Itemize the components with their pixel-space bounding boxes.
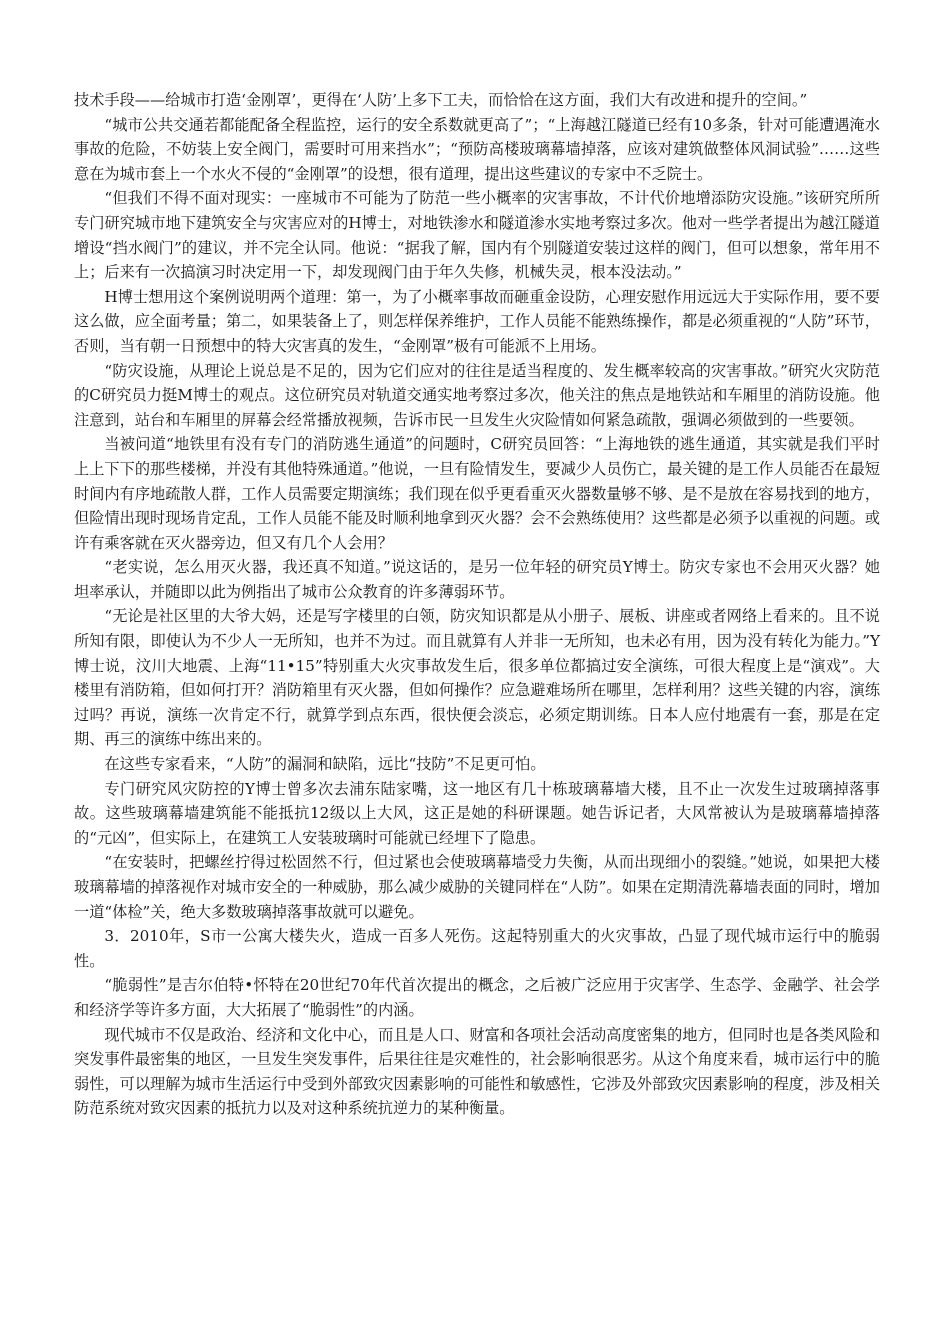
paragraph-4: H博士想用这个案例说明两个道理：第一，为了小概率事故而砸重金设防，心理安慰作用远远大于实际作用，要不要这么做，应全面考量；第二，如果装备上了，则怎样保养维护，工作人员能不能熟练操作，都是必须重视的“人防”环节，否则，当有朝一日预想中的特大灾害真的发生，“金刚罩”极有可能派不上用场。	[74, 287, 880, 355]
paragraph-8: “无论是社区里的大爷大妈，还是写字楼里的白领，防灾知识都是从小册子、展板、讲座或者网络上看来的。且不说所知有限，即使认为不少人一无所知，也并不为过。而且就算有人并非一无所知，也未必有用，因为没有转化为能力。”Y博士说，汶川大地震、上海“11•15”特别重大火灾事故发生后，很多单位都搞过安全演练，可很大程度上是“演戏”。大楼里有消防箱，但如何打开？消防箱里有灭火器，但如何操作？应急避难场所在哪里，怎样利用？这些关键的内容，演练过吗？再说，演练一次肯定不行，就算学到点东西，很快便会淡忘，必须定期训练。日本人应付地震有一套，那是在定期、再三的演练中练出来的。	[74, 607, 880, 749]
paragraph-6: 当被问道“地铁里有没有专门的消防逃生通道”的问题时，C研究员回答：“上海地铁的逃生通道，其实就是我们平时上上下下的那些楼梯，并没有其他特殊通道。”他说，一旦有险情发生，要减少人员伤亡，最关键的是工作人员能否在最短时间内有序地疏散人群，工作人员需要定期演练；我们现在似乎更看重灭火器数量够不够、是不是放在容易找到的地方，但险情出现时现场肯定乱，工作人员能不能及时顺利地拿到灭火器？会不会熟练使用？这些都是必须予以重视的问题。或许有乘客就在灭火器旁边，但又有几个人会用？	[74, 435, 880, 552]
paragraph-3: “但我们不得不面对现实：一座城市不可能为了防范一些小概率的灾害事故，不计代价地增添防灾设施。”该研究所所专门研究城市地下建筑安全与灾害应对的H博士，对地铁渗水和隧道渗水实地考察过多次。他对一些学者提出为越江隧道增设“挡水阀门”的建议，并不完全认同。他说：“据我了解，国内有个别隧道安装过这样的阀门，但可以想象，常年用不上；后来有一次搞演习时决定用一下，却发现阀门由于年久失修，机械失灵，根本没法动。”	[74, 189, 880, 282]
paragraph-10: 专门研究风灾防控的Y博士曾多次去浦东陆家嘴，这一地区有几十栋玻璃幕墙大楼，且不止一次发生过玻璃掉落事故。这些玻璃幕墙建筑能不能抵抗12级以上大风，这正是她的科研课题。她告诉记者，大风常被认为是玻璃幕墙掉落的“元凶”，但实际上，在建筑工人安装玻璃时可能就已经埋下了隐患。	[74, 779, 880, 847]
paragraph-11: “在安装时，把螺丝拧得过松固然不行，但过紧也会使玻璃幕墙受力失衡，从而出现细小的裂缝。”她说，如果把大楼玻璃幕墙的掉落视作对城市安全的一种威胁，那么减少威胁的关键同样在“人防”。如果在定期清洗幕墙表面的同时，增加一道“体检”关，绝大多数玻璃掉落事故就可以避免。	[74, 853, 880, 921]
paragraph-14: 现代城市不仅是政治、经济和文化中心，而且是人口、财富和各项社会活动高度密集的地方，但同时也是各类风险和突发事件最密集的地区，一旦发生突发事件，后果往往是灾难性的，社会影响很恶劣。从这个角度来看，城市运行中的脆弱性，可以理解为城市生活运行中受到外部致灾因素影响的可能性和敏感性，它涉及外部致灾因素影响的程度，涉及相关防范系统对致灾因素的抵抗力以及对这种系统抗逆力的某种衡量。	[74, 1025, 880, 1118]
paragraph-5: “防灾设施，从理论上说总是不足的，因为它们应对的往往是适当程度的、发生概率较高的灾害事故。”研究火灾防范的C研究员力挺M博士的观点。这位研究员对轨道交通实地考察过多次，他关注的焦点是地铁站和车厢里的消防设施。他注意到，站台和车厢里的屏幕会经常播放视频，告诉市民一旦发生火灾险情如何紧急疏散，强调必须做到的一些要领。	[74, 361, 880, 429]
paragraph-1: 技术手段——给城市打造‘金刚罩’，更得在‘人防’上多下工夫，而恰恰在这方面，我们大有改进和提升的空间。”	[74, 91, 808, 109]
paragraph-12: 3．2010年，S市一公寓大楼失火，造成一百多人死伤。这起特别重大的火灾事故，凸显了现代城市运行中的脆弱性。	[74, 927, 880, 970]
paragraph-13: “脆弱性”是吉尔伯特•怀特在20世纪70年代首次提出的概念，之后被广泛应用于灾害学、生态学、金融学、社会学和经济学等许多方面，大大拓展了“脆弱性”的内涵。	[74, 976, 880, 1019]
paragraph-7: “老实说，怎么用灭火器，我还真不知道。”说这话的，是另一位年轻的研究员Y博士。防灾专家也不会用灭火器？她坦率承认，并随即以此为例指出了城市公众教育的许多薄弱环节。	[74, 558, 880, 601]
paragraph-2: “城市公共交通若都能配备全程监控，运行的安全系数就更高了”；“上海越江隧道已经有10多条，针对可能遭遇淹水事故的危险，不妨装上安全阀门，需要时可用来挡水”；“预防高楼玻璃幕墙掉落，应该对建筑做整体风洞试验”……这些意在为城市套上一个水火不侵的“金刚罩”的设想，很有道理，提出这些建议的专家中不乏院士。	[74, 115, 880, 183]
document-page	[74, 88, 880, 1121]
paragraph-9: 在这些专家看来，“人防”的漏洞和缺陷，远比“技防”不足更可怕。	[104, 755, 546, 774]
